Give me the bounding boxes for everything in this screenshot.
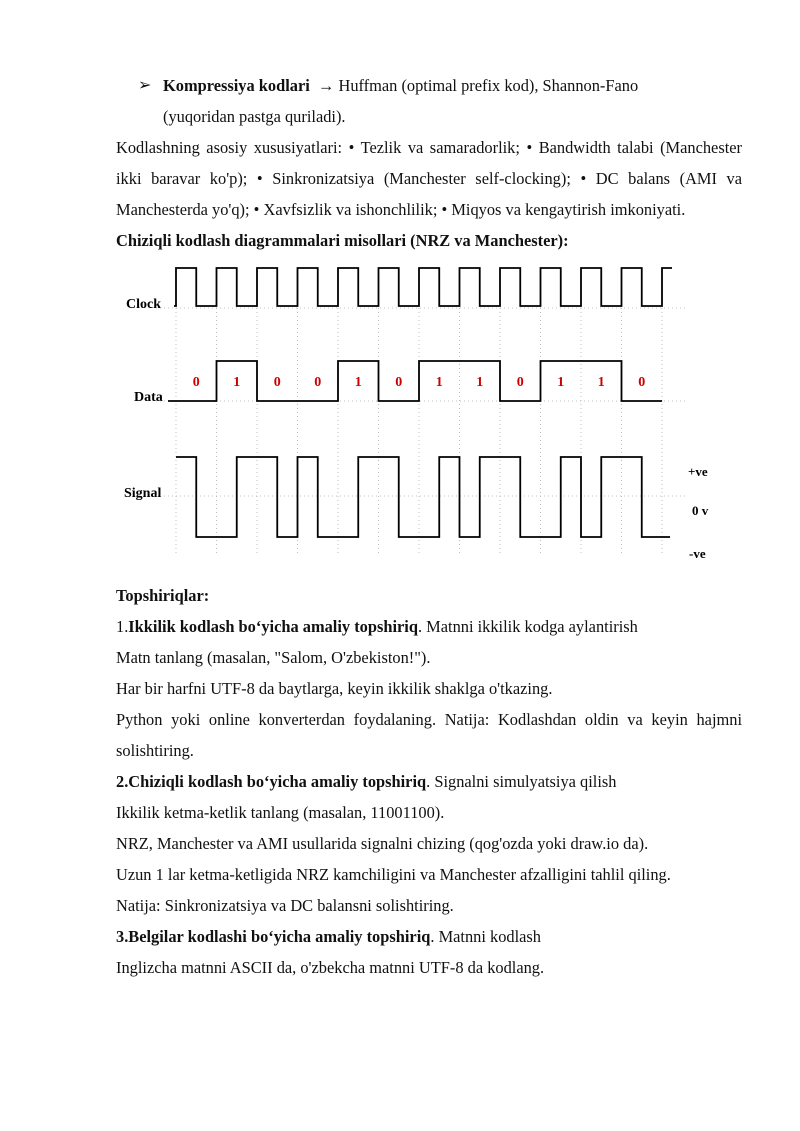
bit-label: 0	[192, 375, 200, 390]
bit-label: 0	[395, 375, 403, 390]
bit-label: 1	[354, 375, 362, 390]
signal-label: Signal	[124, 486, 162, 501]
bullet-compression	[116, 70, 742, 101]
task2-subtitle: . Signalni simulyatsiya qilish	[426, 772, 617, 791]
task2-number: 2.	[116, 772, 129, 791]
task3-number: 3.	[116, 927, 129, 946]
task2-line: NRZ, Manchester va AMI usullarida signalni chizing (qog'ozda yoki draw.io da).	[116, 834, 649, 853]
bit-label: 1	[597, 375, 605, 390]
bit-label: 1	[557, 375, 565, 390]
task1-line: Har bir harfni UTF-8 da baytlarga, keyin ikkilik shaklga o'tkazing.	[116, 679, 553, 698]
task1-subtitle: . Matnni ikkilik kodga aylantirish	[417, 617, 638, 636]
bullet-title: Kompressiya kodlari	[163, 76, 310, 95]
bit-label: 0	[516, 375, 524, 390]
bit-label: 1	[476, 375, 484, 390]
data-label: Data	[134, 390, 163, 405]
tasks-heading	[116, 580, 742, 611]
bit-label: 1	[233, 375, 241, 390]
task2-line: Natija: Sinkronizatsiya va DC balansni solishtiring.	[116, 896, 454, 915]
line-coding-diagram	[116, 264, 742, 564]
clock-label: Clock	[126, 297, 161, 312]
task3-title-line	[116, 921, 742, 952]
level-neg-label: -ve	[689, 546, 706, 561]
task2-line: Uzun 1 lar ketma-ketligida NRZ kamchiligini va Manchester afzalligini tahlil qiling.	[116, 865, 671, 884]
signal-waveform	[176, 457, 670, 537]
bullet-text: Huffman (optimal prefix kod), Shannon-Fano	[338, 76, 639, 95]
task1-title: Ikkilik kodlash bo‘yicha amaliy topshiriq	[128, 617, 418, 636]
task2-title: Chiziqli kodlash bo‘yicha amaliy topshiriq	[128, 772, 427, 791]
bit-label: 0	[638, 375, 646, 390]
task1-line: Matn tanlang (masalan, "Salom, O'zbekiston!").	[116, 648, 431, 667]
heading-diagram-text: Chiziqli kodlash diagrammalari misollari (NRZ va Manchester):	[116, 231, 569, 250]
task2-line: Ikkilik ketma-ketlik tanlang (masalan, 11001100).	[116, 803, 445, 822]
level-zero-label: 0 v	[692, 503, 709, 518]
bit-label: 1	[435, 375, 443, 390]
task1-line: Python yoki online konverterdan foydalaning. Natija: Kodlashdan oldin va keyin hajmni solishtiring.	[116, 710, 742, 760]
task3-line: Inglizcha matnni ASCII da, o'zbekcha matnni UTF-8 da kodlang.	[116, 958, 545, 977]
diagram-svg	[116, 264, 742, 564]
level-pos-label: +ve	[688, 464, 708, 479]
document-page	[116, 70, 742, 983]
bullet-marker-icon: ➢	[138, 77, 152, 94]
tasks-heading-text: Topshiriqlar:	[116, 586, 210, 605]
task2-title-line	[116, 766, 742, 797]
bit-label: 0	[314, 375, 322, 390]
task1-title-line	[116, 611, 742, 642]
bullet-arrow: →	[317, 76, 335, 95]
bit-label: 0	[273, 375, 281, 390]
heading-diagram	[116, 225, 742, 256]
task1-number: 1.	[116, 617, 129, 636]
task3-title: Belgilar kodlashi bo‘yicha amaliy topshiriq	[128, 927, 431, 946]
data-waveform	[168, 361, 662, 401]
bullet-continuation: (yuqoridan pastga quriladi).	[163, 107, 346, 126]
task3-subtitle: . Matnni kodlash	[430, 927, 542, 946]
clock-waveform	[174, 268, 672, 306]
paragraph-properties: Kodlashning asosiy xususiyatlari: • Tezlik va samaradorlik; • Bandwidth talabi (Manchester ikki baravar ko'p); • Sinkronizatsiya (Manchester self-clocking); • DC balans (AMI va Manchesterda yo'q); • Xavfsizlik va ishonchlilik; • Miqyos va kengaytirish imkoniyati.	[116, 138, 742, 219]
